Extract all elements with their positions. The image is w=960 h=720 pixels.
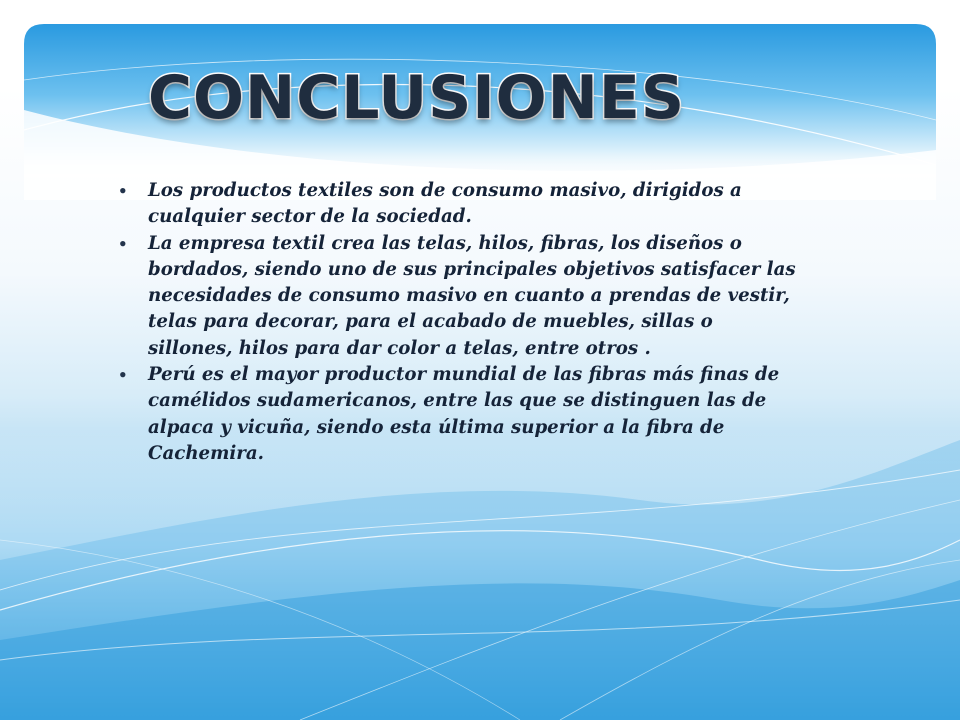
bullet-dot-icon: •	[118, 182, 128, 200]
bullet-dot-icon: •	[118, 234, 128, 253]
bullet-text: Los productos textiles son de consumo masivo, dirigidos a cualquier sector de la sociedad.	[148, 180, 742, 228]
bullet-item-consumo	[116, 178, 796, 231]
bullet-dot-icon: •	[118, 366, 128, 385]
bullet-text: La empresa textil crea las telas, hilos, fibras, los diseños o bordados, siendo uno de sus principales objetivos satisfacer las necesidades de consumo masivo en cuanto a prendas de vestir, telas para decorar, para el acabado de muebles, sillas o sillones, hilos para dar color a telas, entre otros .	[148, 232, 796, 359]
slide-title: CONCLUSIONES	[148, 63, 686, 133]
bullet-list	[116, 178, 796, 467]
bullet-item-empresa	[116, 231, 796, 362]
bullet-text: Perú es el mayor productor mundial de las fibras más finas de camélidos sudamericanos, entre las que se distinguen las de alpaca y vicuña, siendo esta última superior a la fibra de Cachemira.	[148, 364, 780, 464]
bullet-item-peru	[116, 362, 796, 467]
slide-content	[116, 178, 796, 467]
